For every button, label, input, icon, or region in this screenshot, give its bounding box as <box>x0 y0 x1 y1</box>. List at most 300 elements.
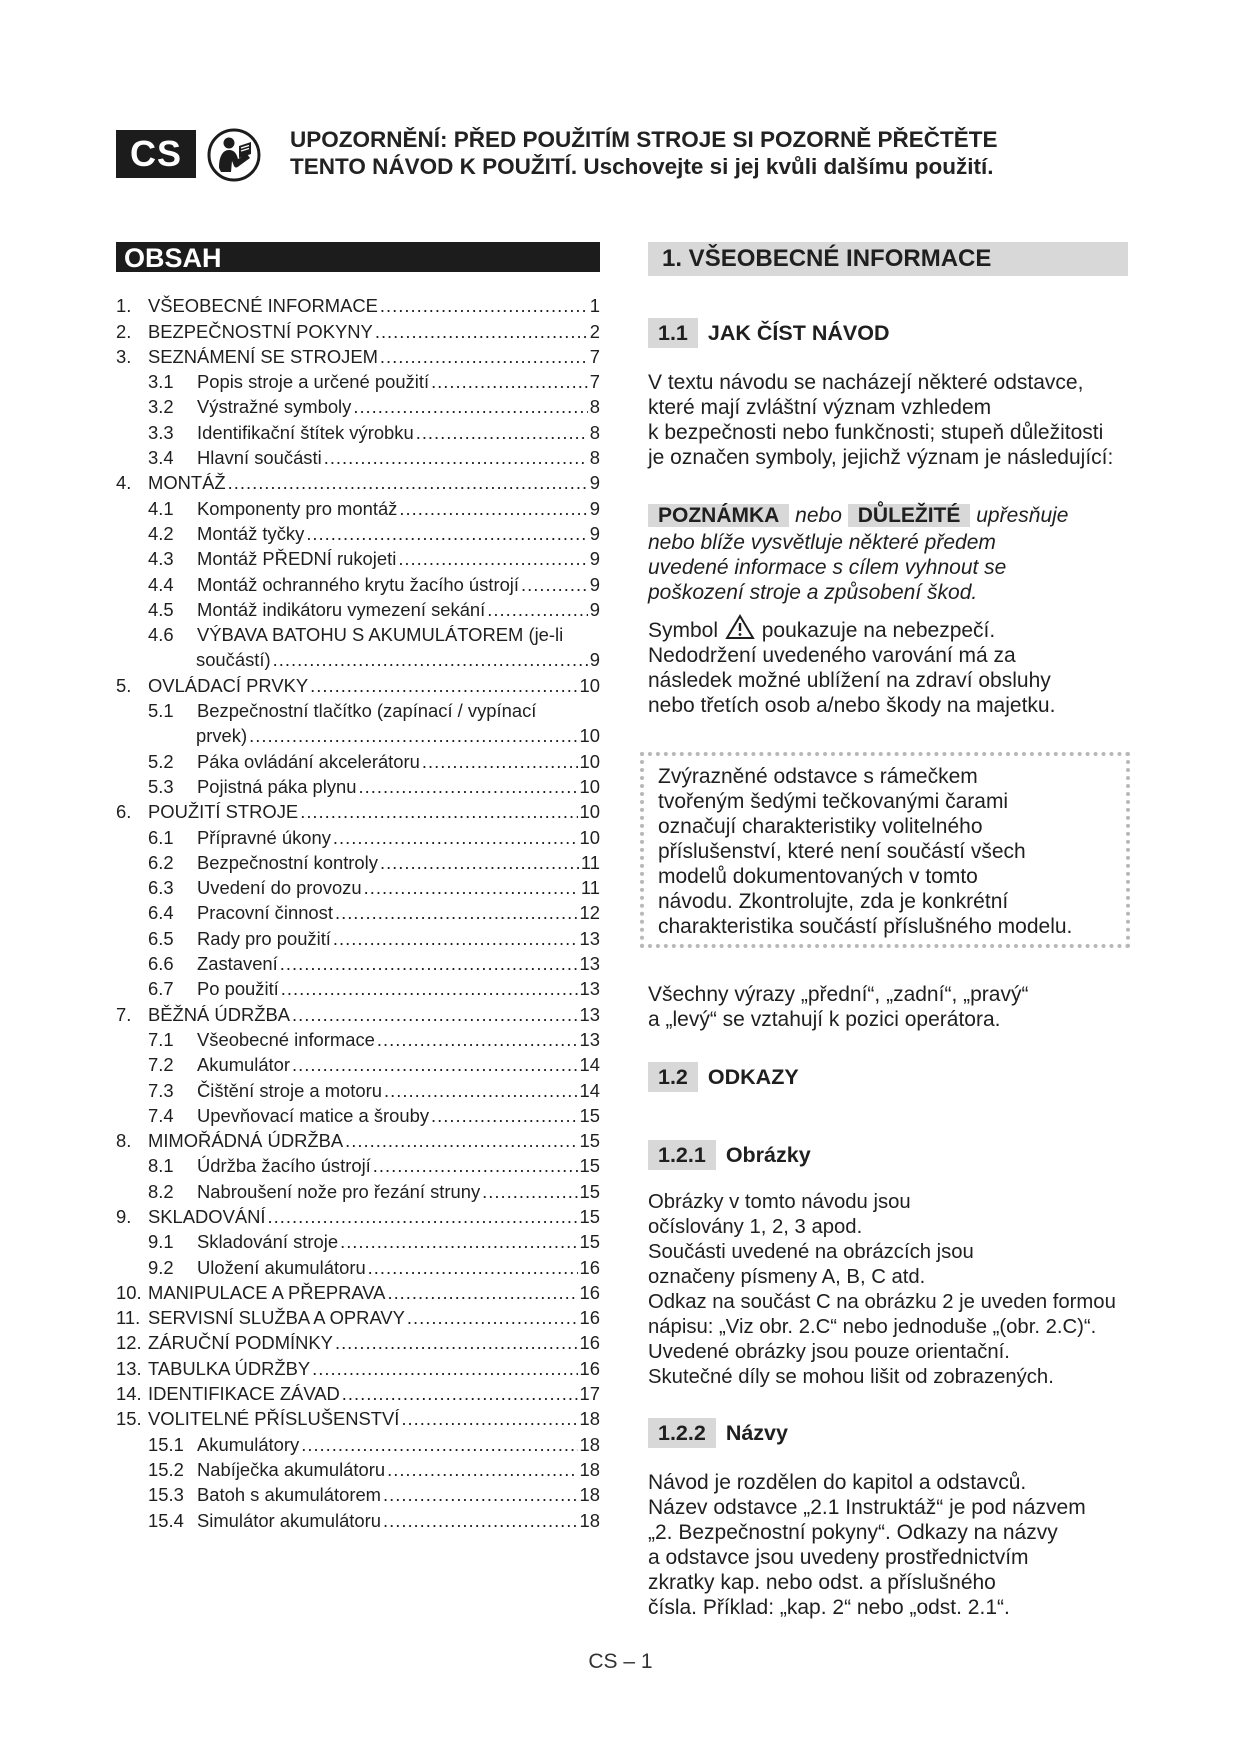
toc-dot-leader <box>324 447 588 469</box>
paragraph-line: Návod je rozdělen do kapitol a odstavců. <box>648 1471 1027 1494</box>
note-line: poškození stroje a způsobení škod. <box>648 581 978 604</box>
toc-entry <box>116 494 600 519</box>
toc-entry-title: Všeobecné informace <box>197 1028 375 1050</box>
toc-entry <box>116 418 600 443</box>
paragraph-line: Všechny výrazy „přední“, „zadní“, „pravý“ <box>648 983 1029 1006</box>
toc-entry-page: 10 <box>579 826 600 848</box>
section-title: 1. VŠEOBECNÉ INFORMACE <box>648 242 1128 276</box>
toc-entry-number: 6.3 <box>148 877 174 899</box>
toc-entry-number: 4.5 <box>148 598 174 620</box>
optional-feature-box <box>640 752 1130 948</box>
toc-entry-title: Montáž indikátoru vymezení sekání <box>197 598 486 620</box>
toc-entry-page: 10 <box>579 674 600 696</box>
toc-dot-leader <box>292 1054 578 1076</box>
toc-entry-page: 15 <box>579 1180 600 1202</box>
toc-entry-title: SERVISNÍ SLUŽBA A OPRAVY <box>148 1307 405 1329</box>
toc-entry-number: 11. <box>116 1307 141 1329</box>
titles-paragraph <box>648 1470 1138 1620</box>
toc-entry <box>116 1253 600 1278</box>
toc-entry-number: 7.3 <box>148 1079 174 1101</box>
toc-entry-title: OVLÁDACÍ PRVKY <box>148 674 309 696</box>
subsection-number: 1.2 <box>648 1062 698 1092</box>
intro-paragraph <box>648 370 1138 470</box>
toc-entry-number: 6.7 <box>148 978 174 1000</box>
toc-entry-page: 9 <box>589 522 600 544</box>
toc-entry-title: Popis stroje a určené použití <box>197 371 430 393</box>
box-line: tvořeným šedými tečkovanými čarami <box>658 790 1009 813</box>
toc-dot-leader <box>345 1130 577 1152</box>
toc-entry-page: 13 <box>579 1028 600 1050</box>
toc-entry-number: 7.4 <box>148 1104 174 1126</box>
paragraph-line: Uvedené obrázky jsou pouze orientační. <box>648 1341 1010 1363</box>
toc-entry <box>116 1456 600 1481</box>
toc-entry-page: 16 <box>579 1281 600 1303</box>
toc-entry-title: Údržba žacího ústrojí <box>197 1155 371 1177</box>
toc-entry-page: 10 <box>579 775 600 797</box>
toc-entry-number: 6.5 <box>148 927 174 949</box>
toc-entry-number: 2. <box>116 320 132 342</box>
read-manual-icon <box>207 128 261 182</box>
toc-title: OBSAH <box>116 242 600 272</box>
paragraph-line: Název odstavce „2.1 Instruktáž“ je pod názvem <box>648 1496 1086 1519</box>
toc-entry-title: Přípravné úkony <box>197 826 331 848</box>
toc-dot-leader <box>333 928 578 950</box>
toc-dot-leader <box>373 1155 578 1177</box>
subsection-title: Názvy <box>725 1420 788 1445</box>
toc-entry-page: 18 <box>579 1484 600 1506</box>
toc-dot-leader <box>380 295 588 317</box>
paragraph-line: následek možné ublížení na zdraví obsluhy <box>648 669 1051 692</box>
toc-entry-title: Nabroušení nože pro řezání struny <box>197 1180 481 1202</box>
toc-dot-leader <box>353 396 587 418</box>
toc-entry-title: Pracovní činnost <box>197 902 333 924</box>
note-line1-rest: upřesňuje <box>976 504 1069 527</box>
toc-entry <box>116 1000 600 1025</box>
toc-entry-title: Hlavní součásti <box>197 447 322 469</box>
toc-entry-number: 8. <box>116 1130 132 1152</box>
subsection-title: JAK ČÍST NÁVOD <box>707 320 890 345</box>
toc-entry-number: 4.4 <box>148 573 174 595</box>
toc-entry-number: 9.2 <box>148 1256 174 1278</box>
toc-entry <box>116 621 600 646</box>
toc-entry <box>116 1127 600 1152</box>
toc-entry <box>116 1203 600 1228</box>
toc-entry-number: 6.4 <box>148 902 174 924</box>
toc-entry-page: 9 <box>589 548 600 570</box>
toc-entry-number: 15.2 <box>148 1458 184 1480</box>
toc-entry-title: Upevňovací matice a šrouby <box>197 1104 430 1126</box>
box-line: Zvýrazněné odstavce s rámečkem <box>658 765 978 788</box>
subsection-1-2-2-heading <box>648 1418 788 1448</box>
toc-entry-page: 14 <box>579 1079 600 1101</box>
toc-entry <box>116 570 600 595</box>
toc-entry-page: 18 <box>579 1408 600 1430</box>
toc-entry-title: VOLITELNÉ PŘÍSLUŠENSTVÍ <box>148 1408 400 1430</box>
toc-entry-title: Uložení akumulátoru <box>197 1256 366 1278</box>
toc-entry <box>116 798 600 823</box>
toc-entry-page: 10 <box>579 750 600 772</box>
toc-dot-leader <box>335 902 578 924</box>
toc-entry-page: 16 <box>579 1332 600 1354</box>
toc-dot-leader <box>340 1231 577 1253</box>
toc-entry-title: Páka ovládání akcelerátoru <box>197 750 420 772</box>
toc-entry-title: Zastavení <box>197 953 278 975</box>
toc-dot-leader <box>387 1459 577 1481</box>
toc-entry <box>116 773 600 798</box>
toc-entry-number: 5.3 <box>148 775 174 797</box>
toc-dot-leader <box>228 472 588 494</box>
symbol-lines <box>648 643 1138 718</box>
toc-entry-number: 3.4 <box>148 447 174 469</box>
box-line: charakteristika součástí příslušného modelu. <box>658 915 1073 938</box>
toc-dot-leader <box>377 1029 578 1051</box>
toc-entry-title: MONTÁŽ <box>148 472 226 494</box>
toc-entry-page: 9 <box>589 649 600 671</box>
toc-dot-leader <box>380 852 579 874</box>
toc-entry-page: 15 <box>579 1231 600 1253</box>
symbol-word: Symbol <box>648 619 719 642</box>
box-line: návodu. Zkontrolujte, zda je konkrétní <box>658 890 1009 913</box>
toc-entry <box>116 874 600 899</box>
toc-dot-leader <box>249 725 577 747</box>
toc-entry-number: 6.6 <box>148 953 174 975</box>
note-or: nebo <box>795 504 842 527</box>
toc-entry-title: Akumulátor <box>197 1054 291 1076</box>
toc-dot-leader <box>300 801 577 823</box>
subsection-number: 1.2.1 <box>648 1140 716 1170</box>
toc-entry-title: SKLADOVÁNÍ <box>148 1205 266 1227</box>
toc-entry-page: 11 <box>580 851 600 873</box>
symbol-paragraph <box>648 614 1138 718</box>
toc-entry <box>116 1102 600 1127</box>
toc-dot-leader <box>364 877 579 899</box>
paragraph-line: a odstavce jsou uvedeny prostřednictvím <box>648 1546 1029 1569</box>
toc-dot-leader <box>310 675 577 697</box>
toc-entry-number: 9.1 <box>148 1231 174 1253</box>
toc-entry <box>116 1279 600 1304</box>
toc-dot-leader <box>422 751 578 773</box>
box-line: modelů dokumentovaných v tomto <box>658 865 978 888</box>
toc-entry <box>116 1026 600 1051</box>
toc-entry-number: 4.1 <box>148 497 174 519</box>
toc-entry-title: Komponenty pro montáž <box>197 497 398 519</box>
paragraph-line: které mají zvláštní význam vzhledem <box>648 396 992 419</box>
toc-entry-page: 18 <box>579 1433 600 1455</box>
toc-entry <box>116 697 600 722</box>
note-lines <box>648 530 1138 605</box>
toc-entry-number: 12. <box>116 1332 142 1354</box>
toc-entry-title: Uvedení do provozu <box>197 877 362 899</box>
figures-paragraph <box>648 1190 1138 1390</box>
toc-entry-title: MIMOŘÁDNÁ ÚDRŽBA <box>148 1130 344 1152</box>
toc-entry-page: 9 <box>589 573 600 595</box>
toc-entry-title: Identifikační štítek výrobku <box>197 421 414 443</box>
toc-dot-leader <box>431 1105 577 1127</box>
toc-entry <box>116 317 600 342</box>
toc-entry <box>116 1430 600 1455</box>
toc-entry <box>116 924 600 949</box>
toc-entry-number: 4.6 <box>148 624 174 646</box>
toc-dot-leader <box>368 1257 578 1279</box>
toc-entry <box>116 444 600 469</box>
toc-entry-number: 15. <box>116 1408 142 1430</box>
toc-entry-page: 16 <box>579 1307 600 1329</box>
toc-entry <box>116 950 600 975</box>
toc-dot-leader <box>431 371 588 393</box>
toc-entry-number: 4. <box>116 472 132 494</box>
toc-entry-page: 13 <box>579 1003 600 1025</box>
page-number: CS – 1 <box>588 1650 653 1673</box>
toc-entry-page: 7 <box>589 371 600 393</box>
toc-dot-leader <box>273 649 588 671</box>
toc-dot-leader <box>521 574 588 596</box>
toc-dot-leader <box>398 548 587 570</box>
note-line: nebo blíže vysvětluje některé předem <box>648 531 996 554</box>
toc-entry-number: 14. <box>116 1383 142 1405</box>
symbol-rest: poukazuje na nebezpečí. <box>761 619 996 642</box>
toc-entry <box>116 393 600 418</box>
paragraph-line: Nedodržení uvedeného varování má za <box>648 644 1016 667</box>
directions-paragraph <box>648 982 1138 1032</box>
toc-entry <box>116 1177 600 1202</box>
subsection-title: Obrázky <box>725 1142 811 1167</box>
toc-dot-leader <box>292 1004 577 1026</box>
toc-entry <box>116 1354 600 1379</box>
toc-entry-number: 10. <box>116 1281 142 1303</box>
toc-entry-title: Montáž tyčky <box>197 522 305 544</box>
toc-entry-number: 3.3 <box>148 421 174 443</box>
toc-entry-title: IDENTIFIKACE ZÁVAD <box>148 1383 340 1405</box>
toc-entry <box>116 292 600 317</box>
toc-entry-title: Po použití <box>197 978 279 1000</box>
toc-entry-number: 5.2 <box>148 750 174 772</box>
toc-entry-page: 16 <box>579 1256 600 1278</box>
toc-entry-title: Bezpečnostní tlačítko (zapínací / vypínací <box>197 700 537 722</box>
paragraph-line: čísla. Příklad: „kap. 2“ nebo „odst. 2.1“. <box>648 1596 1010 1619</box>
toc-entry-number: 3.2 <box>148 396 174 418</box>
toc-dot-leader <box>301 1434 577 1456</box>
toc-dot-leader <box>383 1510 578 1532</box>
toc-entry-number: 4.3 <box>148 548 174 570</box>
important-tag: DŮLEŽITÉ <box>848 504 971 527</box>
toc-entry-number: 13. <box>116 1357 142 1379</box>
toc-dot-leader <box>333 827 578 849</box>
paragraph-line: Odkaz na součást C na obrázku 2 je uveden formou <box>648 1291 1116 1313</box>
toc-entry-page: 8 <box>589 447 600 469</box>
toc-dot-leader <box>312 1358 577 1380</box>
paragraph-line: nápisu: „Viz obr. 2.C“ nebo jednoduše „(obr. 2.C)“. <box>648 1316 1097 1338</box>
toc-entry <box>116 1405 600 1430</box>
toc-dot-leader <box>342 1383 578 1405</box>
toc-entry-number: 15.4 <box>148 1509 184 1531</box>
toc-entry-number: 5.1 <box>148 700 174 722</box>
toc-entry-number: 1. <box>116 295 132 317</box>
toc-entry <box>116 596 600 621</box>
toc-dot-leader <box>384 1080 578 1102</box>
toc-entry-page: 18 <box>579 1509 600 1531</box>
toc-dot-leader <box>281 978 578 1000</box>
toc-entry <box>116 469 600 494</box>
toc-entry-title: Výstražné symboly <box>197 396 352 418</box>
toc-entry-title: BĚŽNÁ ÚDRŽBA <box>148 1003 291 1025</box>
note-line: uvedené informace s cílem vyhnout se <box>648 556 1007 579</box>
toc-entry <box>116 1304 600 1329</box>
toc-entry-title: součástí) <box>196 649 271 671</box>
toc-entry <box>116 368 600 393</box>
subsection-1-2-heading <box>648 1062 799 1092</box>
toc-entry-number: 15.1 <box>148 1433 184 1455</box>
toc-entry-title: BEZPEČNOSTNÍ POKYNY <box>148 320 373 342</box>
warning-triangle-icon <box>725 614 755 640</box>
toc-entry-page: 8 <box>589 421 600 443</box>
toc-entry-title: POUŽITÍ STROJE <box>148 801 299 823</box>
toc-entry-page: 2 <box>589 320 600 342</box>
paragraph-line: Obrázky v tomto návodu jsou <box>648 1191 911 1213</box>
toc-entry-number: 7. <box>116 1003 132 1025</box>
toc-entry-title: SEZNÁMENÍ SE STROJEM <box>148 345 378 367</box>
toc-entry-page: 15 <box>579 1205 600 1227</box>
paragraph-line: „2. Bezpečnostní pokyny“. Odkazy na názvy <box>648 1521 1058 1544</box>
toc-entry-page: 12 <box>579 902 600 924</box>
paragraph-line: a „levý“ se vztahují k pozici operátora. <box>648 1008 1001 1031</box>
toc-entry <box>116 1076 600 1101</box>
note-paragraph <box>648 502 1138 605</box>
toc-entry-page: 15 <box>579 1130 600 1152</box>
toc-entry-page: 13 <box>579 927 600 949</box>
toc-entry <box>116 823 600 848</box>
toc-entry-page: 9 <box>589 598 600 620</box>
toc-entry <box>116 1506 600 1531</box>
toc-entry-title: Pojistná páka plynu <box>197 775 357 797</box>
toc-entry-title: Simulátor akumulátoru <box>197 1509 381 1531</box>
paragraph-line: Skutečné díly se mohou lišit od zobrazených. <box>648 1366 1054 1388</box>
toc-entry-page: 10 <box>579 725 600 747</box>
toc-entry <box>116 1481 600 1506</box>
toc-entry <box>116 747 600 772</box>
toc-entry-title: Rady pro použití <box>197 927 331 949</box>
toc-dot-leader <box>359 776 578 798</box>
toc-entry-title: MANIPULACE A PŘEPRAVA <box>148 1281 386 1303</box>
toc-entry-title: VŠEOBECNÉ INFORMACE <box>148 295 378 317</box>
toc-entry-page: 9 <box>589 472 600 494</box>
toc-entry-page: 1 <box>589 295 600 317</box>
toc-entry-title: TABULKA ÚDRŽBY <box>148 1357 311 1379</box>
toc-entry-page: 17 <box>579 1383 600 1405</box>
toc-entry-title: Čištění stroje a motoru <box>197 1079 383 1101</box>
toc-entry <box>116 646 600 671</box>
toc-entry-title: Montáž ochranného krytu žacího ústrojí <box>197 573 520 595</box>
toc-entry <box>116 849 600 874</box>
note-tag: POZNÁMKA <box>648 504 789 527</box>
toc-entry-number: 6.2 <box>148 851 174 873</box>
paragraph-line: V textu návodu se nacházejí některé odstavce, <box>648 371 1084 394</box>
toc-entry-page: 18 <box>579 1458 600 1480</box>
toc-entry-page: 14 <box>579 1054 600 1076</box>
subsection-number: 1.2.2 <box>648 1418 716 1448</box>
paragraph-line: nebo třetích osob a/nebo škody na majetku. <box>648 694 1056 717</box>
toc-dot-leader <box>380 346 588 368</box>
toc-entry-title: Montáž PŘEDNÍ rukojeti <box>197 548 397 570</box>
paragraph-line: zkratky kap. nebo odst. a příslušného <box>648 1571 996 1594</box>
toc-entry-number: 7.2 <box>148 1054 174 1076</box>
toc-entry <box>116 520 600 545</box>
subsection-1-2-1-heading <box>648 1140 811 1170</box>
toc-entry-page: 15 <box>579 1104 600 1126</box>
toc-entry-title: VÝBAVA BATOHU S AKUMULÁTOREM (je-li <box>197 624 564 646</box>
toc-dot-leader <box>375 321 588 343</box>
toc-dot-leader <box>268 1206 578 1228</box>
toc-entry-page: 11 <box>580 877 600 899</box>
paragraph-line: je označen symboly, jejichž význam je následující: <box>648 446 1114 469</box>
toc-entry-number: 6.1 <box>148 826 174 848</box>
toc-entry-page: 8 <box>589 396 600 418</box>
toc-entry-title: ZÁRUČNÍ PODMÍNKY <box>148 1332 333 1354</box>
toc-entry-page: 16 <box>579 1357 600 1379</box>
toc-dot-leader <box>416 422 588 444</box>
toc-entry-number: 3.1 <box>148 371 174 393</box>
toc-dot-leader <box>407 1307 578 1329</box>
toc-dot-leader <box>280 953 578 975</box>
toc-entry-number: 6. <box>116 801 132 823</box>
subsection-title: ODKAZY <box>707 1064 799 1089</box>
box-line: označují charakteristiky volitelného <box>658 815 983 838</box>
toc-entry-title: prvek) <box>196 725 248 747</box>
toc-entry-number: 15.3 <box>148 1484 184 1506</box>
toc-entry-page: 13 <box>579 978 600 1000</box>
toc-entry-number: 8.1 <box>148 1155 174 1177</box>
paragraph-line: Součásti uvedené na obrázcích jsou <box>648 1241 974 1263</box>
toc-entry <box>116 1051 600 1076</box>
toc-entry-number: 5. <box>116 674 132 696</box>
toc-entry-number: 4.2 <box>148 522 174 544</box>
toc-entry <box>116 1228 600 1253</box>
safety-warning <box>290 126 1050 180</box>
toc-dot-leader <box>335 1332 578 1354</box>
box-text <box>658 764 1112 939</box>
toc-entry-number: 8.2 <box>148 1180 174 1202</box>
toc-entry-number: 9. <box>116 1205 132 1227</box>
toc-entry-title: Nabíječka akumulátoru <box>197 1458 386 1480</box>
toc-entry-page: 10 <box>579 801 600 823</box>
toc-dot-leader <box>383 1484 578 1506</box>
toc-entry-title: Akumulátory <box>197 1433 300 1455</box>
toc-entry-page: 15 <box>579 1155 600 1177</box>
subsection-1-1-heading <box>648 318 889 348</box>
toc-entry <box>116 343 600 368</box>
toc-dot-leader <box>487 599 588 621</box>
language-badge: CS <box>116 130 196 178</box>
paragraph-line: k bezpečnosti nebo funkčnosti; stupeň důležitosti <box>648 421 1104 444</box>
toc-entry-number: 3. <box>116 345 132 367</box>
toc-entry-page: 13 <box>579 953 600 975</box>
toc-dot-leader <box>401 1408 577 1430</box>
toc-entry <box>116 722 600 747</box>
toc-entry <box>116 975 600 1000</box>
toc-entry-page: 7 <box>589 345 600 367</box>
warning-line-1: UPOZORNĚNÍ: PŘED POUŽITÍM STROJE SI POZORNĚ PŘEČTĚTE <box>290 127 998 152</box>
toc-entry-title: Batoh s akumulátorem <box>197 1484 381 1506</box>
warning-line-2: TENTO NÁVOD K POUŽITÍ. Uschovejte si jej kvůli dalšímu použití. <box>290 154 994 179</box>
toc-entry <box>116 899 600 924</box>
toc-entry-title: Bezpečnostní kontroly <box>197 851 378 873</box>
toc-dot-leader <box>387 1282 577 1304</box>
table-of-contents <box>116 292 600 1532</box>
toc-dot-leader <box>306 523 587 545</box>
toc-dot-leader <box>482 1181 577 1203</box>
toc-entry <box>116 1380 600 1405</box>
toc-entry <box>116 1152 600 1177</box>
toc-entry-number: 7.1 <box>148 1028 174 1050</box>
